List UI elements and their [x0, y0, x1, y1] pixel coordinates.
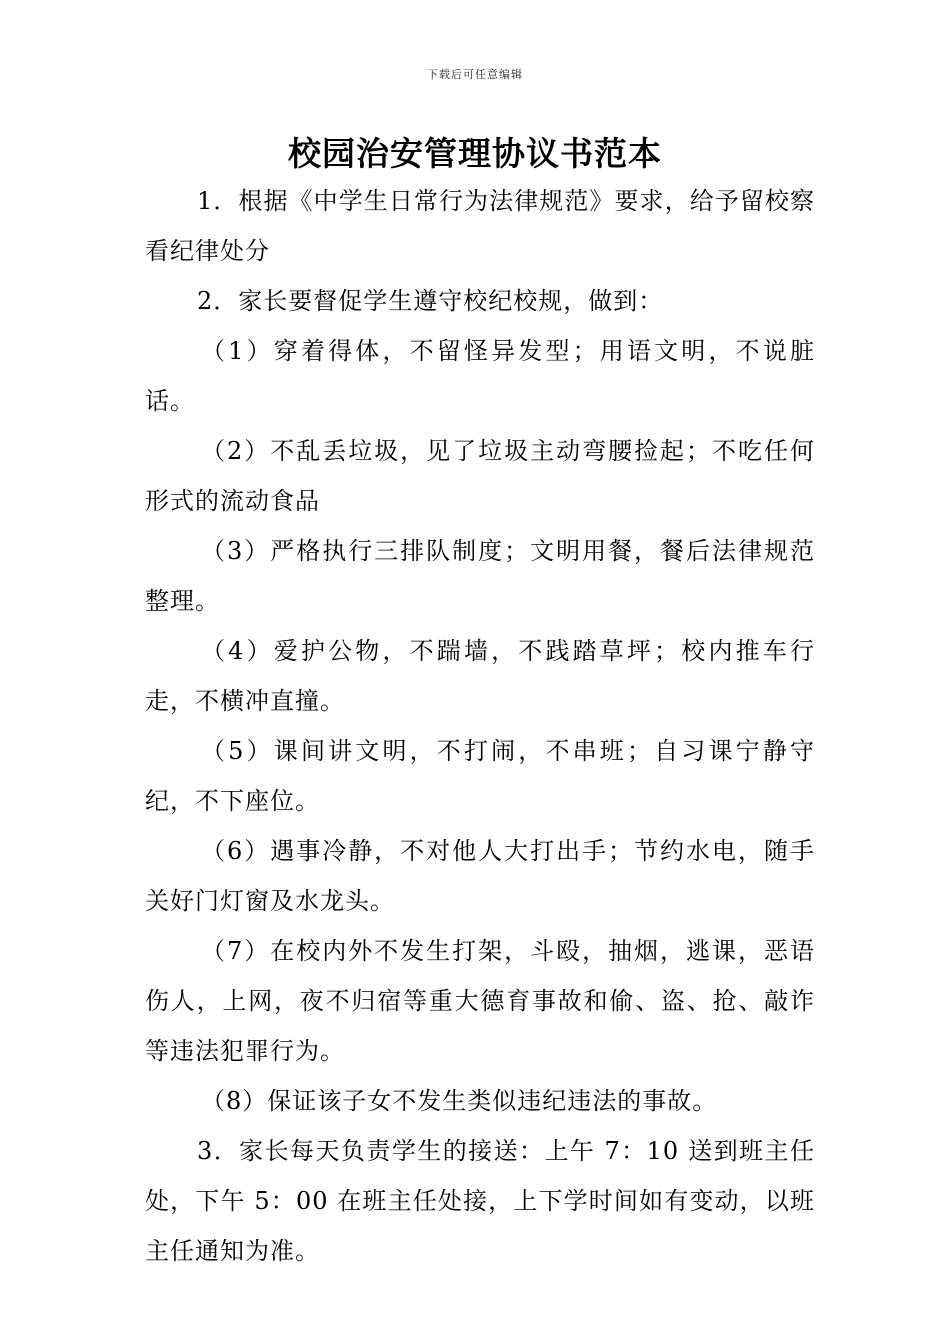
document-body — [145, 176, 815, 1276]
paragraph-item-1: 1．根据《中学生日常行为法律规范》要求，给予留校察看纪律处分 — [145, 187, 815, 265]
paragraph-subitem-3: （3）严格执行三排队制度；文明用餐，餐后法律规范整理。 — [145, 537, 815, 615]
paragraph-subitem-2: （2）不乱丢垃圾，见了垃圾主动弯腰捡起；不吃任何形式的流动食品 — [145, 437, 815, 515]
paragraph-item-2: 2．家长要督促学生遵守校纪校规，做到： — [197, 287, 664, 315]
paragraph-subitem-7: （7）在校内外不发生打架，斗殴，抽烟，逃课，恶语伤人，上网，夜不归宿等重大德育事故和偷、盗、抢、敲诈等违法犯罪行为。 — [145, 937, 815, 1065]
paragraph-subitem-8: （8）保证该子女不发生类似违纪违法的事故。 — [201, 1087, 718, 1115]
document-title: 校园治安管理协议书范本 — [288, 134, 662, 173]
header-note: 下载后可任意编辑 — [427, 68, 523, 81]
paragraph-item-3: 3．家长每天负责学生的接送：上午 7：10 送到班主任处，下午 5：00 在班主任处接，上下学时间如有变动，以班主任通知为准。 — [145, 1137, 815, 1265]
paragraph-subitem-6: （6）遇事冷静，不对他人大打出手；节约水电，随手关好门灯窗及水龙头。 — [145, 837, 815, 915]
paragraph-subitem-1: （1）穿着得体，不留怪异发型；用语文明，不说脏话。 — [145, 337, 815, 415]
paragraph-subitem-5: （5）课间讲文明，不打闹，不串班；自习课宁静守纪，不下座位。 — [145, 737, 815, 815]
paragraph-subitem-4: （4）爱护公物，不踹墙，不践踏草坪；校内推车行走，不横冲直撞。 — [145, 637, 815, 715]
